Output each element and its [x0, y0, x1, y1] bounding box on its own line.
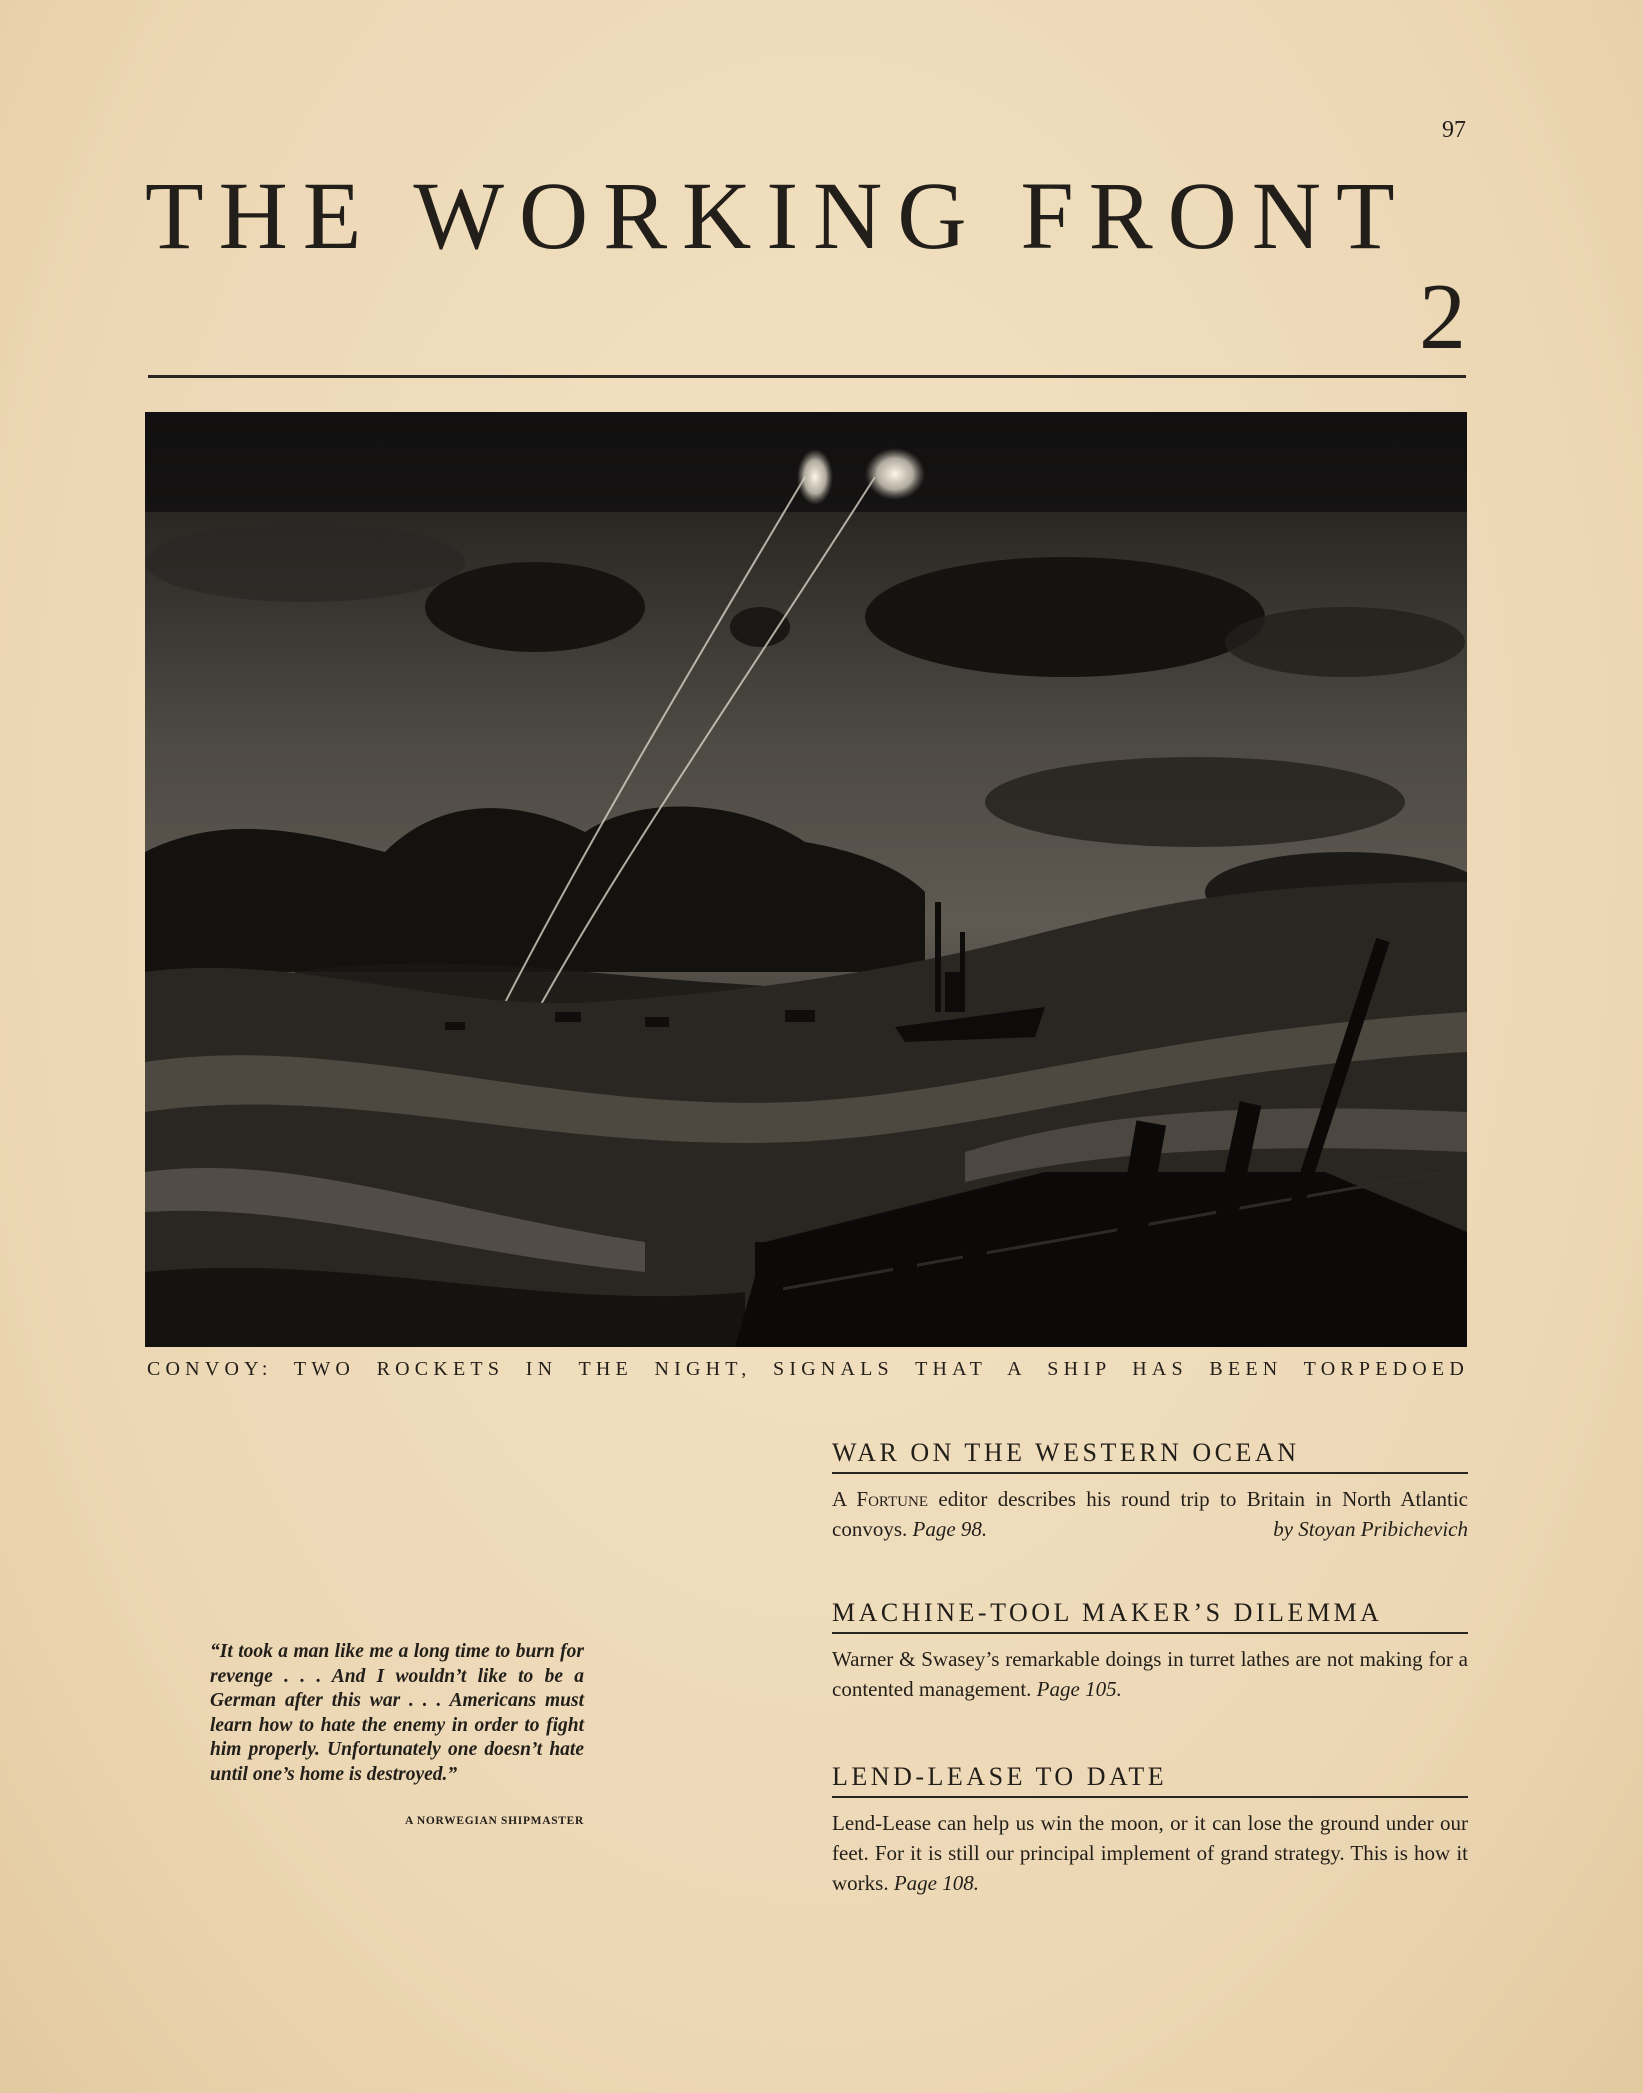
article-description	[832, 1484, 1468, 1544]
article-machine-tool[interactable]	[832, 1598, 1468, 1704]
page-reference: Page 108.	[893, 1871, 979, 1895]
article-heading[interactable]: LEND-LEASE TO DATE	[832, 1762, 1468, 1798]
cloud	[985, 757, 1405, 847]
article-lend-lease[interactable]	[832, 1762, 1468, 1898]
article-heading[interactable]: MACHINE-TOOL MAKER’S DILEMMA	[832, 1598, 1468, 1634]
deck-figure	[963, 1220, 987, 1244]
ship-mast	[935, 902, 941, 1012]
rocket-flare	[865, 448, 925, 500]
pull-quote: “It took a man like me a long time to burn for revenge . . . And I wouldn’t like to be a German after this war . . . Americans must learn how to hate the enemy in order to fight him properly. Unfortunately one doesn’t hate until one’s home is destroyed.”	[210, 1641, 584, 1785]
ventilator	[755, 1242, 783, 1342]
article-description	[832, 1644, 1468, 1704]
page-number: 97	[1442, 117, 1466, 143]
title-number: 2	[1419, 265, 1466, 369]
byline: by Stoyan Pribichevich	[1273, 1517, 1468, 1541]
cloud	[425, 562, 645, 652]
page-reference: Page 105.	[1036, 1677, 1122, 1701]
cloud	[1225, 607, 1465, 677]
title-rule	[148, 375, 1466, 378]
page-title: THE WORKING FRONT	[145, 162, 1410, 269]
description-text: Warner & Swasey’s remarkable doings in turret lathes are not making for a contented management.	[832, 1647, 1468, 1701]
page-reference: Page 98.	[912, 1517, 988, 1541]
description-text: A	[832, 1487, 857, 1511]
illustration-caption: CONVOY: TWO ROCKETS IN THE NIGHT, SIGNALS THAT A SHIP HAS BEEN TORPEDOED	[147, 1358, 1469, 1380]
description-text: Lend-Lease can help us win the moon, or it can lose the ground under our feet. For it is still our principal implement of grand strategy. This is how it works.	[832, 1811, 1468, 1895]
cloud	[730, 607, 790, 647]
ship-silhouette	[785, 1010, 815, 1022]
ship-silhouette	[645, 1017, 669, 1027]
deck-figure	[893, 1235, 917, 1259]
ship-funnel	[945, 972, 965, 1012]
cloud	[145, 522, 465, 602]
deck-figure	[893, 1257, 917, 1307]
article-heading[interactable]: WAR ON THE WESTERN OCEAN	[832, 1438, 1468, 1474]
cloud	[865, 557, 1265, 677]
magazine-name: Fortune	[856, 1487, 928, 1511]
rocket-flare	[797, 449, 833, 505]
article-description	[832, 1808, 1468, 1898]
ship-silhouette	[555, 1012, 581, 1022]
ship-silhouette	[445, 1022, 465, 1030]
quote-attribution: A NORWEGIAN SHIPMASTER	[405, 1815, 584, 1827]
description-text: editor describes his round trip to Britain in North Atlantic convoys.	[832, 1487, 1468, 1541]
deck-figure	[963, 1242, 987, 1292]
article-western-ocean[interactable]	[832, 1438, 1468, 1544]
convoy-illustration	[145, 412, 1467, 1347]
